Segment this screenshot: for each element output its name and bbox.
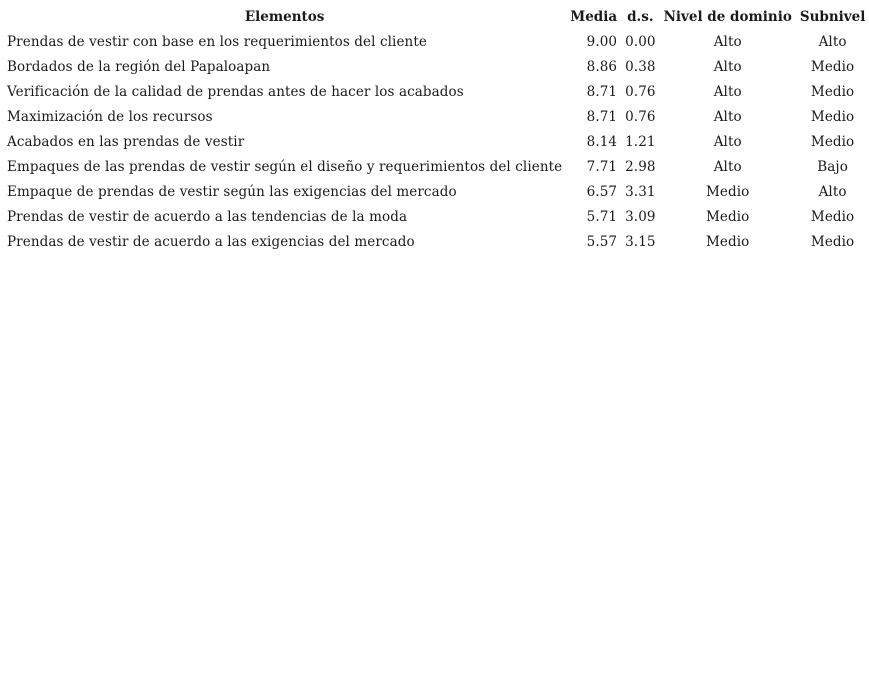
header-media: Media [570, 9, 618, 25]
cell-ds: 3.09 [625, 208, 656, 225]
cell-ds: 0.76 [625, 108, 656, 125]
cell-nivel: Alto [713, 33, 742, 50]
table-row [3, 79, 869, 104]
cell-ds: 2.98 [625, 158, 656, 175]
cell-elemento: Prendas de vestir con base en los requerimientos del cliente [7, 33, 427, 50]
header-nivel-de-dominio: Nivel de dominio [663, 9, 792, 25]
cell-subnivel: Bajo [817, 158, 848, 175]
cell-subnivel: Alto [818, 33, 847, 50]
header-ds: d.s. [627, 9, 654, 25]
table-row [3, 129, 869, 154]
cell-media: 5.71 [586, 208, 618, 225]
header-row [3, 5, 869, 29]
cell-media: 6.57 [586, 183, 618, 200]
table-row [3, 54, 869, 79]
cell-media: 9.00 [586, 33, 618, 50]
table-row [3, 154, 869, 179]
cell-nivel: Medio [706, 233, 750, 250]
cell-media: 7.71 [586, 158, 618, 175]
table-row [3, 29, 869, 54]
cell-ds: 0.38 [625, 58, 656, 75]
table-row [3, 104, 869, 129]
cell-elemento: Empaque de prendas de vestir según las exigencias del mercado [7, 183, 457, 200]
cell-elemento: Maximización de los recursos [7, 108, 213, 125]
table-header [3, 5, 869, 29]
cell-nivel: Medio [706, 183, 750, 200]
cell-subnivel: Alto [818, 183, 847, 200]
results-table-container [3, 5, 869, 254]
cell-ds: 0.76 [625, 83, 656, 100]
cell-nivel: Medio [706, 208, 750, 225]
cell-elemento: Prendas de vestir de acuerdo a las tendencias de la moda [7, 208, 408, 225]
cell-subnivel: Medio [810, 83, 855, 100]
cell-media: 8.71 [586, 108, 618, 125]
cell-nivel: Alto [713, 58, 742, 75]
cell-elemento: Verificación de la calidad de prendas antes de hacer los acabados [7, 83, 464, 100]
cell-subnivel: Medio [810, 133, 855, 150]
cell-nivel: Alto [713, 158, 742, 175]
table-row [3, 179, 869, 204]
cell-media: 8.71 [586, 83, 618, 100]
cell-nivel: Alto [713, 108, 742, 125]
cell-media: 8.86 [586, 58, 618, 75]
cell-elemento: Bordados de la región del Papaloapan [7, 58, 271, 75]
table-body [3, 29, 869, 254]
cell-nivel: Alto [713, 83, 742, 100]
cell-elemento: Empaques de las prendas de vestir según el diseño y requerimientos del cliente [7, 158, 563, 175]
cell-ds: 1.21 [625, 133, 656, 150]
cell-ds: 3.15 [625, 233, 656, 250]
table-row [3, 204, 869, 229]
cell-subnivel: Medio [810, 233, 855, 250]
header-elementos: Elementos [244, 9, 325, 25]
table-row [3, 229, 869, 254]
header-subnivel: Subnivel [799, 9, 866, 25]
cell-elemento: Prendas de vestir de acuerdo a las exigencias del mercado [7, 233, 415, 250]
cell-subnivel: Medio [810, 108, 855, 125]
cell-ds: 0.00 [625, 33, 656, 50]
cell-elemento: Acabados en las prendas de vestir [7, 133, 245, 150]
cell-subnivel: Medio [810, 58, 855, 75]
cell-nivel: Alto [713, 133, 742, 150]
cell-ds: 3.31 [625, 183, 656, 200]
cell-subnivel: Medio [810, 208, 855, 225]
cell-media: 5.57 [586, 233, 618, 250]
results-table [3, 5, 869, 254]
cell-media: 8.14 [586, 133, 618, 150]
